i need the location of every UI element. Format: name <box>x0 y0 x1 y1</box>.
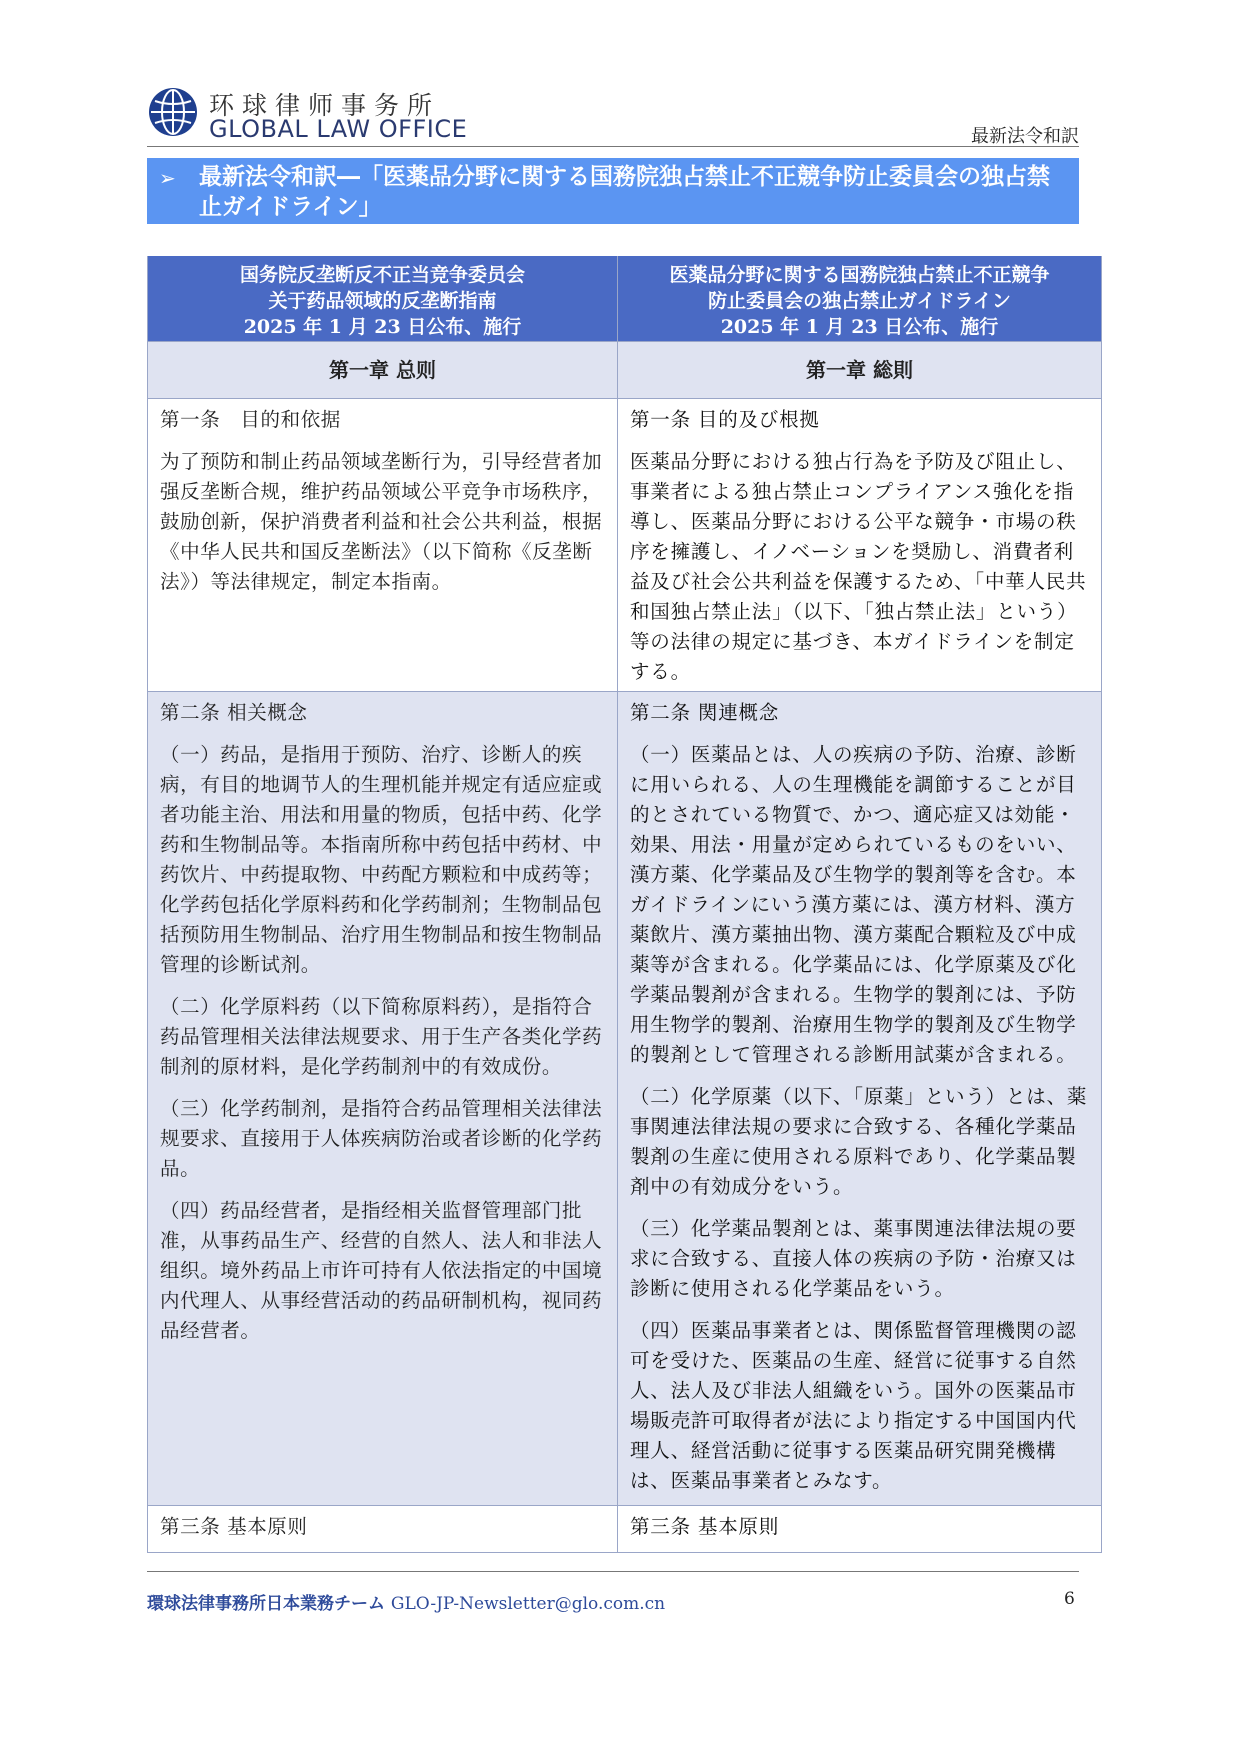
header-left-line: 2025 年 1 月 23 日公布、施行 <box>243 316 522 338</box>
banner-title: 最新法令和訳―「医薬品分野に関する国務院独占禁止不正競争防止委員会の独占禁止ガイドライン」 <box>199 164 1050 220</box>
table-row <box>147 1506 1102 1553</box>
footer-team: 環球法律事務所日本業務チーム <box>147 1594 385 1614</box>
chapter-row <box>147 342 1102 399</box>
article-text: 为了预防和制止药品领域垄断行为，引导经营者加强反垄断合规，维护药品领域公平竞争市场秩序，鼓励创新，保护消费者利益和社会公共利益，根据《中华人民共和国反垄断法》（以下简称《反垄断法》）等法律规定，制定本指南。 <box>160 450 603 593</box>
article1-chinese <box>147 399 617 692</box>
article-heading: 第三条 基本原则 <box>160 1515 308 1538</box>
logo-english-name: GLOBAL LAW OFFICE <box>209 115 468 143</box>
logo-chinese-name: 环球律师事务所 <box>209 91 441 120</box>
article-paragraph: （四）医薬品事業者とは、関係監督管理機関の認可を受けた、医薬品の生産、経営に従事する自然人、法人及び非法人組織をいう。国外の医薬品市場販売許可取得者が法により指定する中国国内代理人、経営活動に従事する医薬品研究開発機構は、医薬品事業者とみなす。 <box>630 1319 1077 1492</box>
header-right-line: 2025 年 1 月 23 日公布、施行 <box>720 316 999 338</box>
footer-contact <box>147 1589 665 1614</box>
article3-chinese <box>147 1506 617 1553</box>
article-heading: 第二条 相关概念 <box>160 701 308 724</box>
article-paragraph: （一）医薬品とは、人の疾病の予防、治療、診断に用いられる、人の生理機能を調節することが目的とされている物質で、かつ、適応症又は効能・効果、用法・用量が定められているものをいい、漢方薬、化学薬品及び生物学的製剤等を含む。本ガイドラインにいう漢方薬には、漢方材料、漢方薬飲片、漢方薬抽出物、漢方薬配合顆粒及び中成薬等が含まれる。化学薬品には、化学原薬及び化学薬品製剤が含まれる。生物学的製剤には、予防用生物学的製剤、治療用生物学的製剤及び生物学的製剤として管理される診断用試薬が含まれる。 <box>630 743 1077 1066</box>
article-paragraph: （四）药品经营者，是指经相关监督管理部门批准，从事药品生产、经营的自然人、法人和非法人组织。境外药品上市许可持有人依法指定的中国境内代理人、从事经营活动的药品研制机构，视同药品经营者。 <box>160 1199 603 1342</box>
page-number: 6 <box>1064 1589 1075 1609</box>
article2-japanese <box>617 692 1102 1506</box>
article3-japanese <box>617 1506 1102 1553</box>
header-cell-chinese <box>147 256 617 342</box>
article-heading: 第三条 基本原則 <box>630 1515 780 1538</box>
arrow-bullet-icon: ➢ <box>159 166 176 190</box>
table-header-row <box>147 256 1102 342</box>
article-text: 医薬品分野における独占行為を予防及び阻止し、事業者による独占禁止コンプライアンス強化を指導し、医薬品分野における公平な競争・市場の秩序を擁護し、イノベーションを奨励し、消費者利益及び社会公共利益を保護するため、「中華人民共和国独占禁止法」（以下、「独占禁止法」という）等の法律の規定に基づき、本ガイドラインを制定する。 <box>630 450 1087 683</box>
comparison-table <box>147 256 1102 1553</box>
article-heading: 第一条 目的及び根拠 <box>630 408 820 431</box>
header-right-line: 防止委員会の独占禁止ガイドライン <box>708 290 1011 312</box>
article-paragraph: （一）药品，是指用于预防、治疗、诊断人的疾病，有目的地调节人的生理机能并规定有适应症或者功能主治、用法和用量的物质，包括中药、化学药和生物制品等。本指南所称中药包括中药材、中药饮片、中药提取物、中药配方颗粒和中成药等；化学药包括化学原料药和化学药制剂；生物制品包括预防用生物制品、治疗用生物制品和按生物制品管理的诊断试剂。 <box>160 743 603 976</box>
header-left-line: 国务院反垄断反不正当竞争委员会 <box>239 264 525 286</box>
footer-email: GLO-JP-Newsletter@glo.com.cn <box>390 1594 666 1614</box>
table-row <box>147 399 1102 692</box>
article-paragraph: （二）化学原料药（以下简称原料药），是指符合药品管理相关法律法规要求、用于生产各类化学药制剂的原材料，是化学药制剂中的有效成份。 <box>160 995 603 1078</box>
header-cell-japanese <box>617 256 1102 342</box>
section-label: 最新法令和訳 <box>971 126 1079 147</box>
chapter-cell-japanese: 第一章 総則 <box>617 342 1102 399</box>
article-heading: 第二条 関連概念 <box>630 701 780 724</box>
article2-chinese <box>147 692 617 1506</box>
table-row <box>147 692 1102 1506</box>
globe-logo-icon <box>147 86 199 138</box>
footer-divider <box>147 1571 1079 1572</box>
article-paragraph: （三）化学药制剂，是指符合药品管理相关法律法规要求、直接用于人体疾病防治或者诊断的化学药品。 <box>160 1097 603 1180</box>
article-heading: 第一条 目的和依据 <box>160 408 341 431</box>
title-banner <box>147 158 1079 224</box>
article1-japanese <box>617 399 1102 692</box>
header-right-line: 医薬品分野に関する国務院独占禁止不正競争 <box>669 264 1050 286</box>
header-left-line: 关于药品领域的反垄断指南 <box>268 290 497 312</box>
chapter-cell-chinese: 第一章 总则 <box>147 342 617 399</box>
header-divider <box>147 146 1079 147</box>
page-header <box>147 82 1079 148</box>
article-paragraph: （三）化学薬品製剤とは、薬事関連法律法規の要求に合致する、直接人体の疾病の予防・治療又は診断に使用される化学薬品をいう。 <box>630 1217 1077 1300</box>
article-paragraph: （二）化学原薬（以下、「原薬」という）とは、薬事関連法律法規の要求に合致する、各種化学薬品製剤の生産に使用される原料であり、化学薬品製剤中の有効成分をいう。 <box>630 1085 1088 1198</box>
